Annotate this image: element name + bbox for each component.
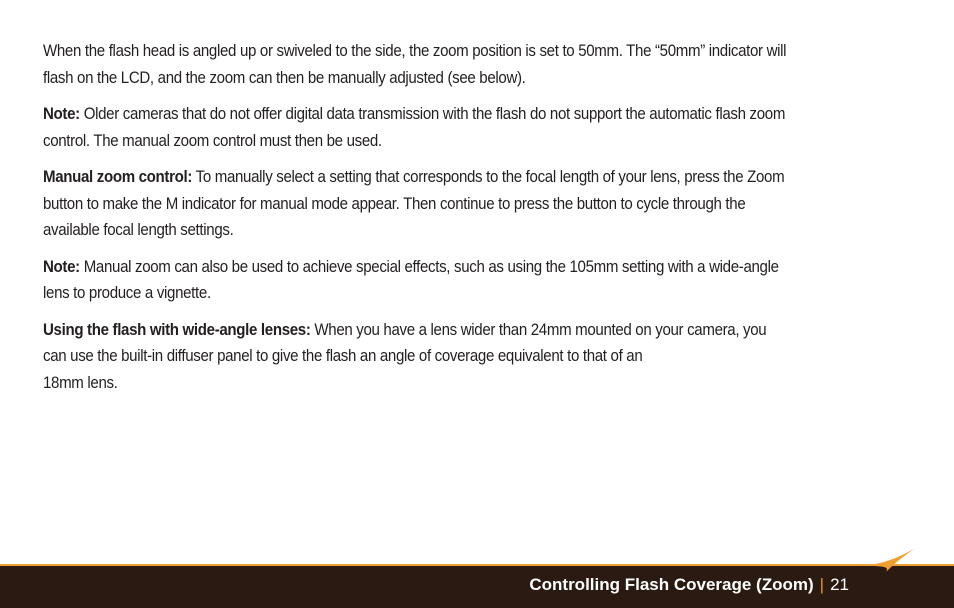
paragraph-text: Older cameras that do not offer digital data transmission with the flash do not support the automatic flash zoom control. The manual zoom control must then be used.: [43, 105, 786, 150]
paragraph-note-special-effects: [43, 254, 787, 307]
paragraph-wide-angle-lenses: [43, 317, 787, 397]
body-text: [43, 38, 787, 406]
paragraph-flash-head-angle: [43, 38, 787, 91]
paragraph-note-older-cameras: [43, 101, 787, 154]
paragraph-lead: Using the flash with wide-angle lenses:: [43, 320, 311, 339]
page-number: 21: [830, 575, 849, 594]
paragraph-lead: Note:: [43, 105, 80, 123]
paragraph-manual-zoom-control: [43, 164, 787, 244]
paragraph-lead: Note:: [43, 257, 80, 276]
footer-section-title: Controlling Flash Coverage (Zoom): [529, 575, 814, 594]
paragraph-text: When the flash head is angled up or swiveled to the side, the zoom position is set to 50mm. The “50mm” indicator will flash on the LCD, and the zoom can then be manually adjusted (see below).: [43, 42, 787, 87]
paragraph-text: To manually select a setting that corresponds to the focal length of your lens, press the Zoom button to make the M indicator for manual mode appear. Then continue to press the button to cycle through the available focal length settings.: [43, 168, 785, 239]
paragraph-tail: 18mm lens.: [43, 373, 118, 392]
paragraph-text: When you have a lens wider than 24mm mounted on your camera, you can use the built-in diffuser panel to give the flash an angle of coverage equivalent to that of an: [43, 320, 767, 365]
swoosh-icon: [860, 548, 914, 572]
paragraph-text: Manual zoom can also be used to achieve special effects, such as using the 105mm setting with a wide-angle lens to produce a vignette.: [43, 257, 779, 302]
footer-separator: |: [819, 575, 825, 594]
paragraph-lead: Manual zoom control:: [43, 168, 193, 186]
running-footer: [529, 572, 849, 598]
